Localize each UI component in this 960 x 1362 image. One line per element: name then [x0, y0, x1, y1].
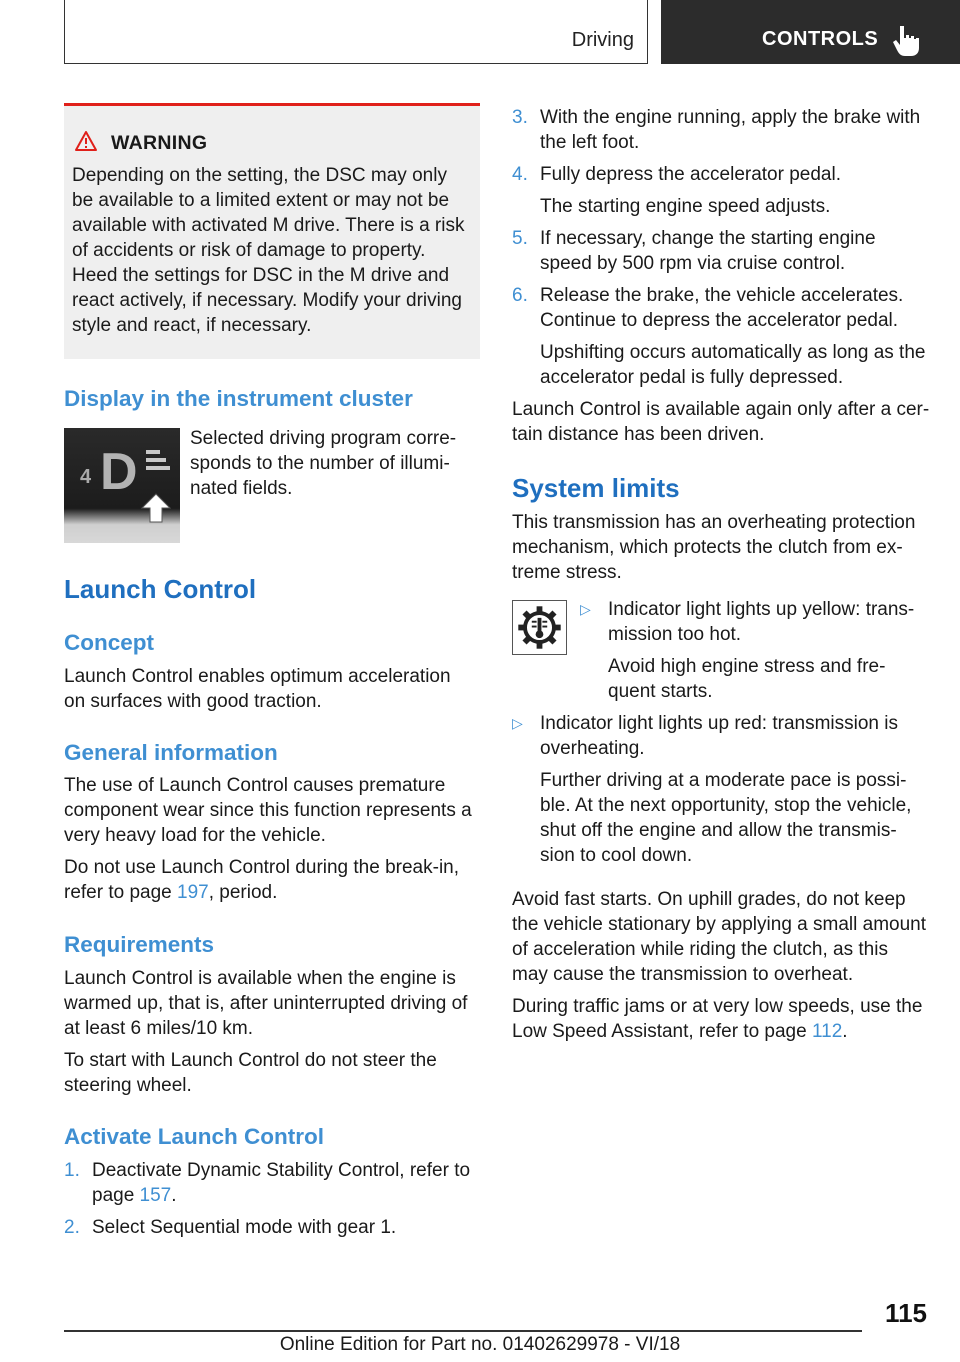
footer-divider [64, 1330, 862, 1332]
launch-again-text: Launch Control is available again only after a cer- tain distance has been driven. [512, 399, 930, 445]
warning-text: Depending on the setting, the DSC may only be available to a limited extent or may not be available with activated M drive. There is a risk of accidents or risk of damage to property. Heed the settings for DSC in the M drive and react actively, if necessary. Modify your driving style and react, if necessary. [72, 165, 465, 336]
list-item: 3. With the engine running, apply the brake with the left foot. [512, 107, 921, 153]
indicator-red-item [512, 711, 932, 868]
warning-triangle-icon [74, 130, 98, 152]
drive-mode-text: D [100, 443, 138, 501]
heading-system-limits: System limits [512, 473, 680, 503]
general-information-text: The use of Launch Control causes premature component wear since this function represents a very heavy load for the vehicle. Do not use Launch Control during the break-in, refer to page 197, period. [64, 775, 472, 903]
upshift-arrow-icon [136, 446, 176, 524]
heading-requirements: Requirements [64, 932, 215, 957]
activate-steps [64, 1158, 484, 1240]
header-section-box [64, 0, 648, 64]
right-steps [512, 105, 932, 447]
list-item: 4. Fully depress the accelerator pedal. The starting engine speed adjusts. [512, 164, 841, 217]
page-number: 115 [885, 1298, 927, 1328]
list-item: 2. Select Sequential mode with gear 1. [64, 1217, 397, 1238]
page-link-112[interactable]: 112 [811, 1021, 843, 1042]
page-link-157[interactable]: 157 [139, 1185, 172, 1206]
display-cluster-text: Selected driving program corre- sponds to the number of illumi- nated fields. [190, 428, 457, 499]
heading-display-cluster: Display in the instrument cluster [64, 386, 413, 411]
heading-concept: Concept [64, 630, 154, 655]
bullet-arrow-icon: ▷ [580, 601, 591, 617]
warning-title: WARNING [111, 132, 208, 154]
system-limits-intro: This transmission has an overheating protection mechanism, which protects the clutch from ex- treme stress. [512, 512, 916, 583]
heading-launch-control: Launch Control [64, 574, 257, 604]
heading-general-information: General information [64, 740, 278, 765]
bullet-arrow-icon: ▷ [512, 715, 523, 731]
header-section-title: Driving [571, 29, 634, 51]
list-item: ▷ Indicator light lights up red: transmission is overheating. Further driving at a moderate pace is possi- ble. At the next opportunity, stop the vehicle, shut off the engine and allow the transmis- sion to cool down. [512, 713, 912, 866]
list-item: 6. Release the brake, the vehicle accelerates. Continue to depress the accelerator pedal. Upshifting occurs automatically as long as the accelerator pedal is fully depressed. [512, 285, 926, 388]
system-limits-paragraphs: Avoid fast starts. On uphill grades, do not keep the vehicle stationary by applying a small amount of acceleration while riding the clutch, as this may cause the transmission to overheat. During traffic jams or at very low speeds, use the Low Speed Assistant, refer to page 112. [512, 889, 927, 1042]
pointing-hand-icon [892, 24, 922, 58]
footer-edition: Online Edition for Part no. 01402629978 - VI/18 [279, 1334, 681, 1355]
transmission-temperature-icon [512, 600, 567, 655]
requirements-text: Launch Control is available when the engine is warmed up, that is, after uninterrupted driving of at least 6 miles/10 km. To start with Launch Control do not steer the steering wheel. [64, 968, 468, 1096]
cluster-display-image [64, 428, 180, 543]
list-item: 1. Deactivate Dynamic Stability Control, refer to page 157. [64, 1160, 471, 1206]
list-item: 5. If necessary, change the starting engine speed by 500 rpm via cruise control. [512, 228, 876, 274]
indicator-yellow-item [580, 597, 932, 704]
gear-number-text: 4 [80, 466, 92, 488]
list-item: ▷ Indicator light lights up yellow: trans- mission too hot. Avoid high engine stress and fre- quent starts. [580, 599, 915, 702]
concept-text: Launch Control enables optimum acceleration on surfaces with good traction. [64, 666, 451, 712]
heading-activate-launch-control: Activate Launch Control [64, 1124, 325, 1149]
header-chapter-title: CONTROLS [762, 28, 879, 50]
page-link-197[interactable]: 197 [177, 882, 209, 903]
